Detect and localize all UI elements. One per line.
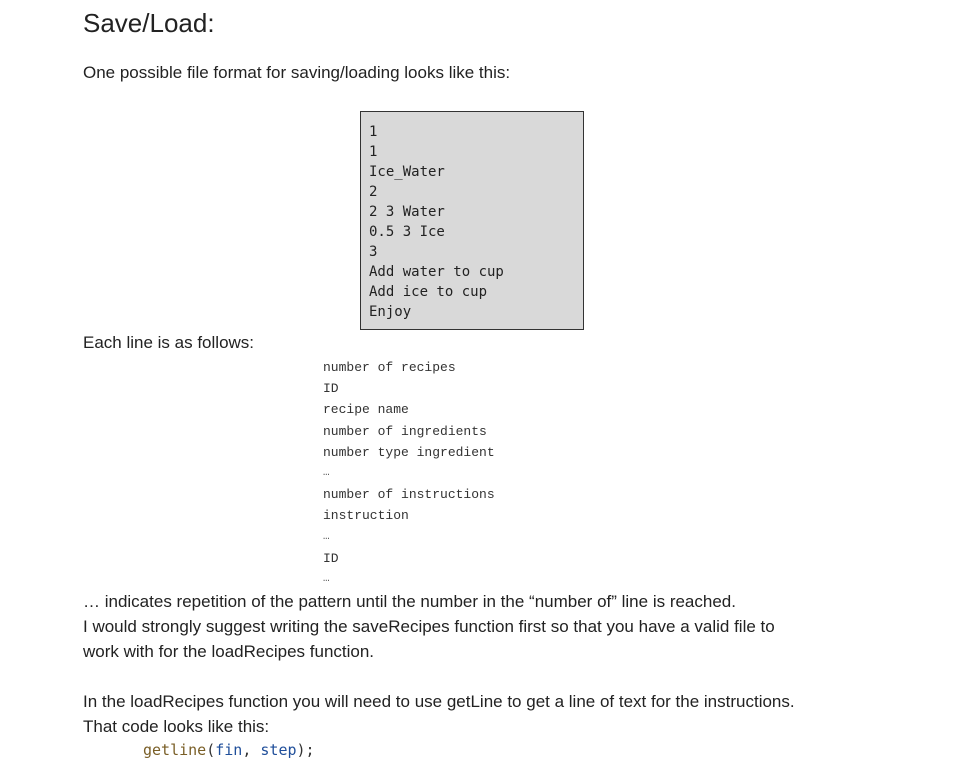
code-function: getline [143,741,207,759]
loadrecipes-line-2: That code looks like this: [83,717,270,736]
code-open-paren: ( [206,741,216,759]
format-ellipsis: … [323,530,330,543]
format-ellipsis: … [323,466,330,479]
file-line: 0.5 3 Ice [369,224,445,240]
file-line: 1 [369,144,378,160]
suggestion-line-2: work with for the loadRecipes function. [83,642,375,661]
format-ellipsis: … [323,572,330,585]
format-line: number of ingredients [323,423,487,439]
repetition-note: … indicates repetition of the pattern until the number in the “number of” line is reached. [83,592,736,611]
file-line: 1 [369,124,378,140]
format-description-list [323,357,495,590]
file-line: Add water to cup [369,264,504,280]
code-separator: , [242,741,261,759]
intro-paragraph: One possible file format for saving/loading looks like this: [83,63,511,82]
file-line: 2 [369,184,378,200]
getline-code-snippet [143,740,315,760]
file-line: Ice_Water [369,164,445,180]
loadrecipes-line-1: In the loadRecipes function you will need to use getLine to get a line of text for the instructions. [83,692,795,711]
file-line: 3 [369,244,378,260]
code-arg-step: step [260,741,297,759]
code-close: ); [296,741,315,759]
format-line: number of instructions [323,487,495,503]
format-line: number of recipes [323,360,456,375]
file-format-example-box [360,111,584,330]
format-line: instruction [323,508,409,524]
suggestion-line-1: I would strongly suggest writing the saveRecipes function first so that you have a valid file to [83,617,775,636]
format-line: recipe name [323,402,409,418]
format-line: ID [323,550,339,566]
format-line: ID [323,381,339,397]
section-heading: Save/Load: [83,8,215,38]
file-line: Add ice to cup [369,284,488,300]
each-line-label: Each line is as follows: [83,333,255,352]
format-line: number type ingredient [323,444,495,460]
file-line: Enjoy [369,304,412,320]
file-line: 2 3 Water [369,204,445,220]
code-arg-fin: fin [215,741,243,759]
